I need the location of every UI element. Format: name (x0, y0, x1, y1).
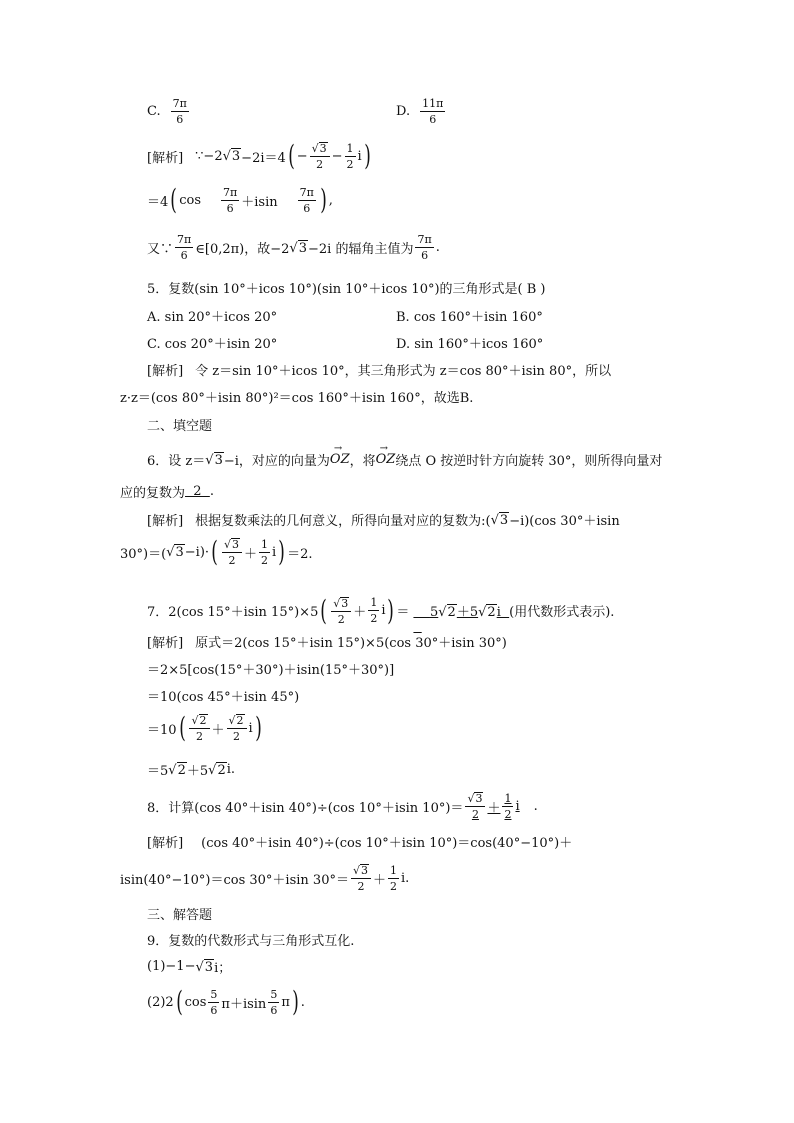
analysis-text: z·z＝(cos 80°＋isin 80°)²＝cos 160°＋isin 160°，故选B. (120, 391, 474, 406)
math-text: . (300, 994, 305, 1010)
fraction (208, 989, 219, 1016)
option-text: A. sin 20°＋icos 20° (147, 310, 278, 325)
math-text: ＋ (372, 872, 386, 888)
math-text: −2i＝4 (241, 150, 286, 166)
analysis-text: −i)(cos 30°＋isin (509, 514, 620, 529)
math-text: . (435, 240, 440, 255)
fraction-numerator: 7π (223, 185, 238, 199)
math-text: i； (214, 961, 232, 976)
fraction-denominator: 2 (357, 880, 365, 893)
section-title-solutions (147, 904, 212, 923)
vector-oz: → OZ (329, 443, 350, 467)
fraction-numerator: 7π (299, 185, 314, 199)
fraction (388, 865, 399, 892)
radicand: 2 (487, 605, 496, 620)
fraction (415, 234, 433, 261)
math-text: i (515, 798, 520, 814)
fraction-numerator: √ 2 (189, 714, 209, 729)
q7-analysis-line-5 (147, 760, 235, 779)
left-paren: ( (211, 535, 218, 568)
fraction-numerator: √ 3 (351, 864, 371, 879)
analysis-tag: [解析] (147, 514, 184, 529)
fraction-denominator: 6 (180, 249, 188, 262)
fraction-denominator: 6 (303, 201, 311, 215)
analysis-tag: [解析] (147, 150, 184, 166)
math-text: i. (401, 870, 410, 886)
fraction (175, 234, 193, 261)
q5-analysis-line-1 (147, 360, 611, 379)
fraction-numerator: 7π (417, 233, 432, 246)
analysis-text: isin(40°−10°)＝cos 30°＋isin 30°＝ (120, 872, 349, 888)
q6-line-1 (147, 443, 663, 469)
math-text: − (331, 148, 343, 164)
math-text: ＋ (487, 800, 501, 816)
question-text: 7．2(cos 15°＋isin 15°)×5 (147, 605, 319, 620)
fraction-denominator: 2 (195, 730, 203, 743)
fraction-numerator: 1 (261, 537, 268, 551)
fraction-numerator: √ 3 (331, 597, 351, 612)
fraction (502, 793, 513, 820)
fraction (351, 864, 371, 892)
fraction-denominator: 6 (429, 113, 437, 126)
math-text: ＝10 (147, 722, 177, 738)
radicand: 3 (204, 959, 214, 975)
answer-text: i (496, 605, 510, 620)
fraction-denominator: 2 (370, 612, 378, 625)
q8-analysis-line-2 (120, 864, 409, 892)
sqrt: √ 3 (205, 452, 223, 468)
fraction-numerator: √ 2 (227, 714, 247, 729)
fraction (331, 597, 351, 625)
math-text: i (357, 148, 362, 164)
fraction-numerator: 1 (370, 596, 378, 609)
math-text: ＝5 (147, 764, 169, 779)
option-c-fraction (171, 98, 189, 125)
sqrt: √ 3 (289, 240, 307, 256)
q4-analysis-line-3 (147, 234, 440, 261)
left-paren: ( (287, 139, 295, 172)
q6-line-2 (120, 482, 214, 501)
analysis-text: −i)· (184, 544, 210, 560)
sqrt: √ 3 (490, 512, 509, 528)
sqrt: √ 3 (195, 959, 214, 975)
left-paren: ( (320, 593, 328, 627)
analysis-tag: [解析] (147, 364, 184, 379)
option-text: D. sin 160°＋icos 160° (396, 337, 544, 352)
right-paren: ) (387, 593, 395, 627)
question-text: ，将 (349, 454, 376, 469)
option-d-label: D. (396, 104, 411, 119)
q7-analysis-line-3 (147, 686, 299, 705)
left-paren: ( (175, 985, 183, 1018)
fraction (227, 714, 247, 742)
math-text: cos (179, 192, 201, 208)
math-text: ＋isin (241, 194, 278, 210)
vector-oz: → OZ (375, 443, 396, 467)
fraction-denominator: 6 (421, 249, 429, 262)
q4-analysis-line-2 (147, 183, 333, 216)
question-text: 应的复数为 (120, 486, 186, 501)
fraction (222, 538, 242, 566)
fraction (465, 792, 485, 820)
math-text: (2)2 (147, 994, 174, 1010)
math-text: ∵−2 (195, 148, 223, 164)
right-paren: ) (278, 535, 285, 568)
math-text: , (328, 192, 333, 208)
answer-text: 5 (429, 605, 439, 620)
q7-analysis-line-2 (147, 659, 394, 678)
fraction-denominator: 6 (176, 113, 184, 126)
radicand: 3 (475, 792, 483, 805)
section-title: 二、填空题 (147, 419, 213, 434)
left-paren: ( (170, 183, 178, 216)
fraction-numerator: 7π (177, 233, 192, 246)
section-title-fill-in (147, 415, 212, 434)
question-text: 8．计算(cos 40°＋isin 40°)÷(cos 10°＋isin 10°)＝ (147, 800, 464, 816)
analysis-text: ＝2×5[cos(15°＋30°)＋isin(15°＋30°)] (147, 663, 395, 678)
answer-blank: 5√ 2 ＋5√ 2 i (429, 605, 510, 620)
option-text: C. cos 20°＋isin 20° (147, 337, 278, 352)
radicand: 3 (175, 545, 184, 560)
option-c (147, 98, 191, 125)
math-text: ＋ (243, 546, 257, 562)
math-text: . (533, 798, 538, 814)
fraction-denominator: 2 (504, 807, 512, 821)
fraction-denominator: 2 (337, 612, 345, 626)
radicand: 3 (341, 596, 349, 610)
answer-blank: 2 (185, 484, 210, 499)
math-text: i (381, 603, 386, 618)
radicand: 3 (319, 142, 327, 155)
q6-analysis-line-2 (120, 535, 313, 568)
radicand: 3 (298, 240, 307, 256)
fraction-numerator: √ 3 (310, 142, 330, 157)
math-text: 又∵ (147, 242, 174, 257)
radicand: 3 (499, 512, 509, 528)
fraction-numerator: √ 3 (465, 792, 485, 807)
radicand: 3 (231, 538, 239, 551)
question-text: 绕点 O 按逆时针方向旋转 30°，则所得向量对 (395, 454, 663, 469)
q5-option-b (396, 306, 543, 325)
q9-part-1 (147, 957, 231, 976)
fraction-denominator: 2 (316, 158, 324, 171)
vector-label: OZ (329, 452, 350, 467)
q8-stem (147, 792, 538, 820)
q7-analysis-line-4 (147, 711, 264, 744)
answer-text: ＋5 (456, 605, 479, 620)
option-d-fraction (420, 98, 445, 125)
math-text: ∈[0,2π)，故−2 (195, 242, 290, 257)
math-text: ＋ (211, 722, 225, 738)
analysis-text: 根据复数乘法的几何意义，所得向量对应的复数为:( (195, 514, 491, 529)
math-text: ＝4 (147, 194, 169, 210)
fraction-numerator: 5 (210, 987, 218, 1001)
math-text: ＝ (396, 605, 410, 620)
question-text: −i，对应的向量为 (223, 454, 330, 469)
math-text: ＝2. (287, 546, 313, 562)
fraction (189, 714, 209, 742)
radicand: 2 (217, 762, 226, 778)
q4-analysis-line-1 (147, 139, 373, 172)
analysis-text: 令 z＝sin 10°＋icos 10°，其三角形式为 z＝cos 80°＋isin 80°，所以 (195, 364, 612, 379)
fraction-denominator: 6 (270, 1003, 278, 1017)
fraction (310, 142, 330, 170)
math-text: π＋isin (221, 996, 267, 1012)
fraction-numerator: 1 (390, 863, 397, 877)
sqrt: √ 3 (166, 545, 184, 560)
question-text: 6．设 z＝ (147, 454, 206, 469)
answer-blank (463, 792, 533, 820)
sqrt: √ 2 (168, 762, 186, 778)
fraction-numerator: 11π (422, 97, 444, 110)
math-text: π (281, 994, 290, 1010)
q7-analysis-line-1 (147, 632, 507, 651)
right-paren: ) (320, 183, 327, 216)
fraction-denominator: 2 (228, 554, 236, 567)
sqrt: √ 2 (208, 762, 226, 778)
fraction-numerator: 1 (504, 791, 512, 805)
fraction (221, 187, 239, 214)
analysis-text: 30°)＝( (120, 546, 167, 562)
radicand: 2 (447, 605, 456, 620)
right-paren: ) (292, 985, 299, 1018)
right-paren: ) (254, 711, 262, 744)
radicand: 3 (214, 452, 223, 468)
math-text: i. (226, 762, 236, 777)
fraction-denominator: 6 (226, 201, 234, 215)
option-d (396, 98, 447, 125)
q6-analysis-line-1 (147, 510, 620, 529)
left-paren: ( (178, 711, 186, 744)
fraction-denominator: 2 (390, 879, 397, 893)
math-text: − (296, 148, 308, 164)
q5-analysis-line-2 (120, 387, 473, 406)
question-text: (用代数形式表示). (509, 605, 615, 620)
fraction-numerator: √ 3 (222, 538, 242, 553)
fraction (259, 539, 270, 566)
fraction-numerator: 7π (172, 97, 187, 110)
question-text: . (209, 484, 214, 499)
math-text: −2i 的辐角主值为 (307, 242, 414, 257)
analysis-tag: [解析] (147, 636, 184, 651)
math-text: ＋ (353, 605, 367, 620)
question-text: 5．复数(sin 10°＋icos 10°)(sin 10°＋icos 10°)的三角形式是( B ) (147, 282, 546, 297)
option-c-label: C. (147, 104, 161, 119)
q5-option-d (396, 333, 543, 352)
sqrt: √ 3 (222, 149, 241, 164)
section-title: 三、解答题 (147, 908, 213, 923)
q9-part-2 (147, 985, 305, 1018)
analysis-tag: [解析] (147, 836, 184, 851)
option-text: B. cos 160°＋isin 160° (396, 310, 543, 325)
q5-option-c (147, 333, 277, 352)
fraction-denominator: 2 (261, 553, 268, 567)
fraction-denominator: 2 (471, 808, 479, 821)
question-text: 9．复数的代数形式与三角形式互化. (147, 934, 355, 949)
right-paren: ) (363, 139, 371, 172)
fraction-denominator: 2 (233, 730, 241, 743)
vector-label: OZ (375, 452, 396, 467)
math-text: i (272, 544, 277, 560)
analysis-text: ＝10(cos 45°＋isin 45°) (147, 690, 300, 705)
q7-stem (147, 586, 614, 635)
math-text: i (248, 720, 253, 736)
q5-stem (147, 278, 546, 297)
fraction-numerator: 1 (346, 141, 354, 155)
math-text: (1)−1− (147, 959, 196, 974)
analysis-text: 原式＝2(cos 15°＋isin 15°)×5(cos 30°＋isin 30°) (195, 636, 507, 651)
q8-analysis-line-1 (147, 832, 572, 851)
radicand: 2 (177, 762, 186, 778)
math-text: cos (184, 994, 207, 1010)
math-text: ＋5 (186, 764, 209, 779)
fraction (268, 989, 279, 1016)
radicand: 3 (360, 864, 368, 877)
radicand: 3 (231, 149, 241, 164)
radicand: 2 (199, 714, 207, 727)
fraction (345, 143, 356, 170)
radicand: 2 (236, 714, 244, 727)
q9-stem (147, 930, 354, 949)
fraction-denominator: 2 (346, 157, 354, 171)
analysis-text: (cos 40°＋isin 40°)÷(cos 10°＋isin 10°)＝cos(40°−10°)＋ (201, 836, 573, 851)
fraction-numerator: 5 (270, 987, 278, 1001)
fraction (298, 187, 316, 214)
fraction (368, 597, 379, 624)
q5-option-a (147, 306, 277, 325)
fraction-denominator: 6 (210, 1003, 218, 1017)
